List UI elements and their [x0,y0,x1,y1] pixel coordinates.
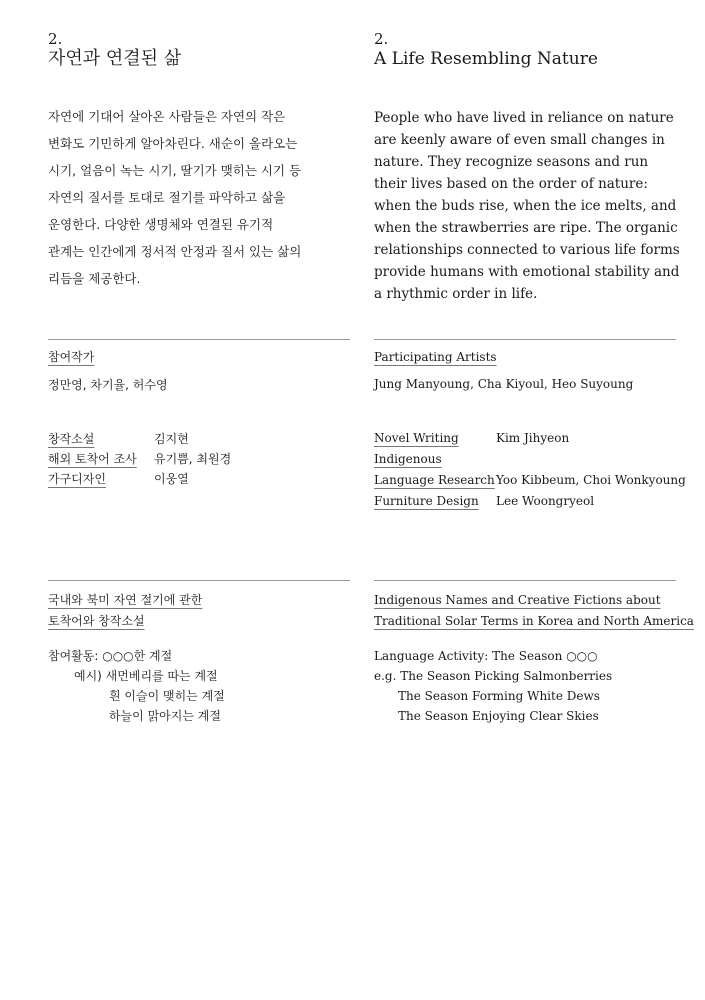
credit-row [48,429,231,449]
credit-row [374,428,686,449]
artists-names-ko: 정만영, 차기율, 허수영 [48,378,168,392]
intro-en-line: provide humans with emotional stability and [374,264,680,280]
credit-names: Lee Woongryeol [496,494,595,508]
example-ko: 흰 이슬이 맺히는 계절 [109,689,225,703]
project-ko [48,590,225,726]
section-number: 2. [374,30,389,48]
artists-label-ko: 참여작가 [48,350,95,364]
example-en: e.g. The Season Picking Salmonberries [374,669,613,683]
credits-ko [48,429,231,489]
example-en: The Season Forming White Dews [398,689,600,703]
example-ko: 하늘이 맑아지는 계절 [109,709,221,723]
intro-en-line: a rhythmic order in life. [374,286,538,302]
divider [374,580,676,581]
credit-names: 유기쁨, 최원경 [154,452,232,466]
credit-names: Kim Jihyeon [496,431,570,445]
credits-en [374,428,686,512]
intro-en-line: when the strawberries are ripe. The organic [374,220,678,236]
credit-row [374,470,686,491]
section-title-en: A Life Resembling Nature [374,49,598,69]
example-en: The Season Enjoying Clear Skies [398,709,599,723]
intro-en-line: when the buds rise, when the ice melts, and [374,198,677,214]
credit-role: Novel Writing [374,431,459,445]
intro-en-line: People who have lived in reliance on nature [374,110,674,126]
credit-row [48,469,231,489]
intro-en-line: nature. They recognize seasons and run [374,154,649,170]
intro-ko-line: 리듬을 제공한다. [48,271,141,286]
credit-row [48,449,231,469]
divider [374,339,676,340]
artists-en [374,347,633,395]
project-title-ko-line: 국내와 북미 자연 절기에 관한 [48,593,203,607]
project-title-en-line: Traditional Solar Terms in Korea and North America [374,614,694,628]
credit-role: 해외 토착어 조사 [48,452,137,466]
intro-ko [48,103,358,292]
example-ko: 예시) 새먼베리를 따는 계절 [74,669,218,683]
credit-role: Indigenous [374,452,442,466]
activity-en: Language Activity: The Season ○○○ [374,649,598,663]
intro-en-line: their lives based on the order of nature: [374,176,648,192]
intro-en [374,107,684,305]
section-header-en [374,30,598,70]
project-title-en-line: Indigenous Names and Creative Fictions about [374,593,661,607]
divider [48,339,350,340]
credit-role: 가구디자인 [48,472,106,486]
credit-role: Language Research [374,473,495,487]
credit-names: 김지현 [154,432,189,446]
intro-ko-line: 자연의 질서를 토대로 절기를 파악하고 삶을 [48,190,286,205]
project-title-ko-line: 토착어와 창작소설 [48,614,145,628]
credit-role: 창작소설 [48,432,95,446]
activity-ko: 참여활동: ○○○한 계절 [48,649,173,663]
intro-ko-line: 관계는 인간에게 정서적 안정과 질서 있는 삶의 [48,244,302,259]
intro-ko-line: 운영한다. 다양한 생명체와 연결된 유기적 [48,217,274,232]
artists-names-en: Jung Manyoung, Cha Kiyoul, Heo Suyoung [374,377,634,391]
intro-ko-line: 변화도 기민하게 알아차린다. 새순이 올라오는 [48,136,298,151]
credit-names: 이웅열 [154,472,189,486]
artists-ko [48,347,168,395]
section-header-ko [48,30,181,70]
credit-names: Yoo Kibbeum, Choi Wonkyoung [496,473,686,487]
intro-en-line: relationships connected to various life forms [374,242,680,258]
credit-role: Furniture Design [374,494,479,508]
divider [48,580,350,581]
intro-ko-line: 시기, 얼음이 녹는 시기, 딸기가 맺히는 시기 등 [48,163,302,178]
intro-en-line: are keenly aware of even small changes in [374,132,665,148]
credit-row [374,491,686,512]
credit-row [374,449,686,470]
project-en [374,590,694,726]
section-number: 2. [48,30,63,48]
intro-ko-line: 자연에 기대어 살아온 사람들은 자연의 작은 [48,109,286,124]
section-title-ko: 자연과 연결된 삶 [48,48,182,69]
artists-label-en: Participating Artists [374,350,497,364]
